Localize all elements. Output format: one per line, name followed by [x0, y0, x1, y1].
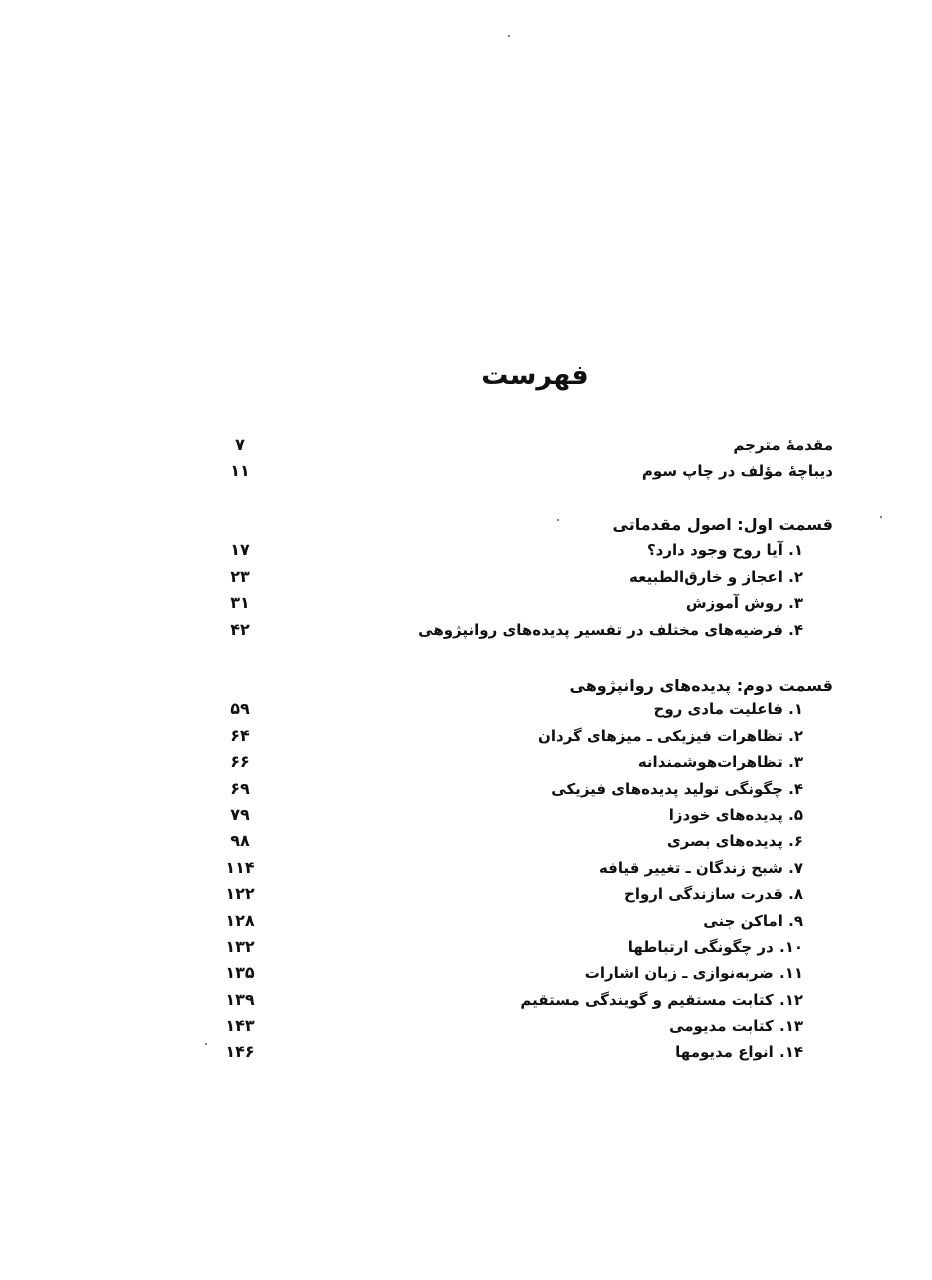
toc-entry-page: ۵۹ — [230, 699, 250, 718]
toc-entry-page: ۱۴۳ — [225, 1016, 255, 1035]
toc-entry — [200, 566, 833, 592]
scan-speck — [880, 516, 882, 518]
toc-entry-page: ۷ — [235, 435, 245, 454]
toc-entry-page: ۱۴۶ — [225, 1042, 255, 1061]
toc-entry-label: ۵. پدیده‌های خودزا — [668, 806, 803, 824]
toc-entry-page: ۱۱۴ — [225, 858, 255, 877]
toc-entry — [200, 539, 833, 565]
toc-entry-label: ۸. قدرت سازندگی ارواح — [624, 885, 803, 903]
toc-entry-label: ۱۲. کتابت مستقیم و گویندگی مستقیم — [520, 991, 803, 1009]
toc-entry-page: ۱۱ — [230, 461, 250, 480]
toc-entry-label: ۱۳. کتابت مدیومی — [669, 1017, 803, 1035]
toc-entry-label: ۴. فرضیه‌های مختلف در تفسیر پدیده‌های روانپژوهی — [418, 621, 803, 639]
toc-entry-label: ۶. پدیده‌های بصری — [666, 832, 803, 850]
toc-entry-page: ۱۳۹ — [225, 990, 255, 1009]
toc-entry — [200, 698, 833, 724]
toc-entry-label: ۱۴. انواع مدیومها — [675, 1043, 803, 1061]
section-heading-part1: قسمت اول: اصول مقدماتی — [612, 515, 833, 534]
toc-entry — [200, 592, 833, 618]
scan-speck — [557, 519, 559, 521]
toc-entry — [200, 804, 833, 830]
toc-entry — [200, 778, 833, 804]
toc-entry-label: ۹. اماکن جنی — [703, 912, 803, 930]
toc-entry-label: دیباچهٔ مؤلف در چاپ سوم — [641, 462, 833, 480]
toc-entry-page: ۱۳۲ — [225, 937, 255, 956]
toc-entry-page: ۱۲۲ — [225, 884, 255, 903]
page-title: فهرست — [481, 360, 589, 391]
toc-entry — [200, 857, 833, 883]
scan-speck — [508, 35, 510, 37]
toc-entry-label: ۲. اعجاز و خارق‌الطبیعه — [629, 568, 803, 586]
toc-entry — [200, 910, 833, 936]
toc-entry — [200, 989, 833, 1015]
toc-entry-page: ۶۶ — [230, 752, 250, 771]
toc-entry — [200, 883, 833, 909]
toc-entry — [200, 1041, 833, 1067]
toc-entry — [200, 751, 833, 777]
toc-entry-page: ۱۳۵ — [225, 963, 255, 982]
section-heading-part2: قسمت دوم: پدیده‌های روانپژوهی — [569, 676, 833, 695]
toc-entry-label: ۴. چگونگی تولید پدیده‌های فیزیکی — [551, 780, 803, 798]
toc-entry — [200, 830, 833, 856]
toc-entry-page: ۴۲ — [230, 620, 250, 639]
toc-entry-label: ۱. فاعلیت مادی روح — [653, 700, 803, 718]
toc-entry-label: ۱۱. ضربه‌نوازی ـ زبان اشارات — [584, 964, 803, 982]
toc-entry — [200, 962, 833, 988]
toc-entry-page: ۲۳ — [230, 567, 250, 586]
toc-entry — [200, 1015, 833, 1041]
toc-entry-label: ۳. تظاهرات‌هوشمندانه — [637, 753, 803, 771]
toc-entry — [200, 619, 833, 645]
toc-entry-label: ۳. روش آموزش — [685, 594, 803, 612]
toc-entry-author-preface — [200, 460, 833, 486]
toc-entry-label: ۱. آیا روح وجود دارد؟ — [646, 541, 803, 559]
toc-entry-page: ۹۸ — [230, 831, 250, 850]
toc-entry-page: ۱۷ — [230, 540, 250, 559]
toc-entry-page: ۶۴ — [230, 726, 250, 745]
toc-entry-page: ۳۱ — [230, 593, 250, 612]
toc-entry-label: ۱۰. در چگونگی ارتباطها — [627, 938, 803, 956]
toc-entry-page: ۷۹ — [230, 805, 250, 824]
toc-entry-page: ۶۹ — [230, 779, 250, 798]
toc-entry-label: ۲. تظاهرات فیزیکی ـ میزهای گردان — [538, 727, 803, 745]
toc-entry-translator-intro — [200, 434, 833, 460]
toc-entry-label: مقدمهٔ مترجم — [733, 436, 833, 454]
toc-entry-page: ۱۲۸ — [225, 911, 255, 930]
toc-entry-label: ۷. شبح زندگان ـ تغییر قیافه — [598, 859, 803, 877]
toc-entry — [200, 936, 833, 962]
toc-entry — [200, 725, 833, 751]
